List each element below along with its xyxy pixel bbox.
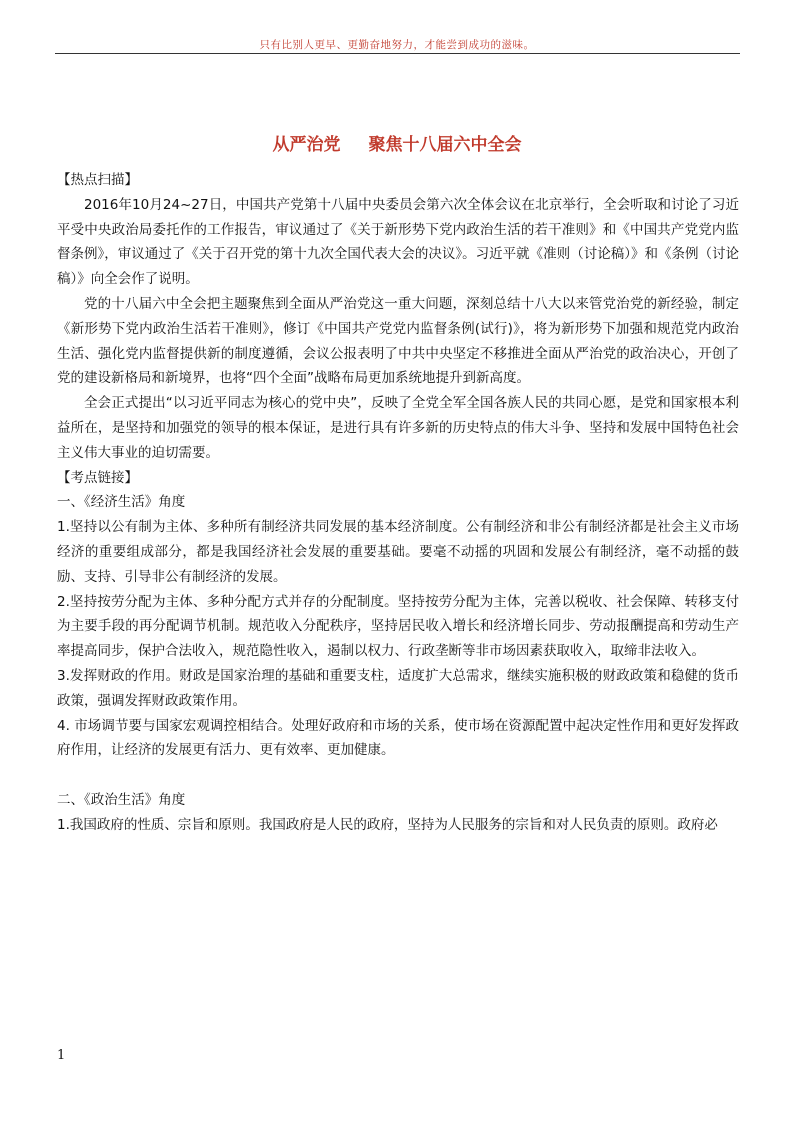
hot-scan-paragraph-1: 2016年10月24~27日，中国共产党第十八届中央委员会第六次全体会议在北京举行，全会听取和讨论了习近平受中央政治局委托作的工作报告，审议通过了《关于新形势下党内政治生活的若干准则》和《中国共产党党内监督条例》，审议通过了《关于召开党的第十九次全国代表大会的决议》。习近平就《准则（讨论稿）》和《条例（讨论稿）》向全会作了说明。 (57, 196, 739, 288)
subheading-economic: 一、《经济生活》角度 (57, 494, 186, 511)
political-point-1: 1.我国政府的性质、宗旨和原则。我国政府是人民的政府，坚持为人民服务的宗旨和对人民负责的原则。政府必 (57, 816, 718, 833)
economic-point-1: 1.坚持以公有制为主体、多种所有制经济共同发展的基本经济制度。公有制经济和非公有制经济都是社会主义市场经济的重要组成部分，都是我国经济社会发展的重要基础。要毫不动摇的巩固和发展公有制经济，毫不动摇的鼓励、支持、引导非公有制经济的发展。 (57, 519, 739, 585)
title-part-2: 聚焦十八届六中全会 (368, 135, 522, 155)
hot-scan-paragraph-2: 党的十八届六中全会把主题聚焦到全面从严治党这一重大问题，深刻总结十八大以来管党治党的新经验，制定《新形势下党内政治生活若干准则》，修订《中国共产党党内监督条例(试行)》，将为新形势下加强和规范党内政治生活、强化党内监督提供新的制度遵循，会议公报表明了中共中央坚定不移推进全面从严治党的政治决心，开创了党的建设新格局和新境界，也将“四个全面”战略布局更加系统地提升到新高度。 (57, 295, 739, 387)
hot-scan-paragraph-3: 全会正式提出“以习近平同志为核心的党中央”，反映了全党全军全国各族人民的共同心愿，是党和国家根本利益所在，是坚持和加强党的领导的根本保证，是进行具有许多新的历史特点的伟大斗争、坚持和发展中国特色社会主义伟大事业的迫切需要。 (57, 395, 739, 461)
blank-line (57, 763, 739, 788)
title-part-1: 从严治党 (272, 135, 341, 155)
economic-point-3: 3.发挥财政的作用。财政是国家治理的基础和重要支柱，适度扩大总需求，继续实施积极的财政政策和稳健的货币政策，强调发挥财政政策作用。 (57, 667, 739, 709)
page-number: 1 (57, 1048, 66, 1063)
section-heading-exam-links: 【考点链接】 (57, 469, 138, 486)
page-title (0, 130, 794, 155)
economic-point-2: 2.坚持按劳分配为主体、多种分配方式并存的分配制度。坚持按劳分配为主体，完善以税收、社会保障、转移支付为主要手段的再分配调节机制。规范收入分配秩序，坚持居民收入增长和经济增长同步、劳动报酬提高和劳动生产率提高同步，保护合法收入，规范隐性收入，遏制以权力、行政垄断等非市场因素获取收入，取缔非法收入。 (57, 593, 739, 660)
document-body (57, 168, 739, 838)
header-divider (55, 53, 740, 54)
section-heading-hot-scan: 【热点扫描】 (57, 172, 138, 188)
header-motto: 只有比别人更早、更勤奋地努力，才能尝到成功的滋味。 (259, 39, 535, 51)
subheading-political: 二、《政治生活》角度 (57, 791, 186, 808)
economic-point-4: 4. 市场调节要与国家宏观调控相结合。处理好政府和市场的关系，使市场在资源配置中起决定性作用和更好发挥政府作用，让经济的发展更有活力、更有效率、更加健康。 (57, 717, 739, 759)
